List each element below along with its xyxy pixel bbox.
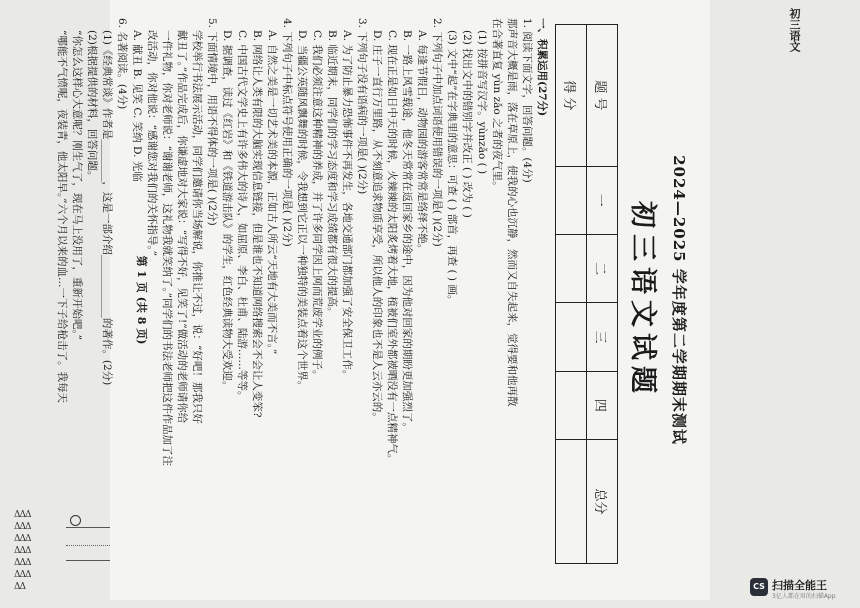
- question-line: A. 自然之美是一切艺术美的本源，正如古人所云“天地有大美而不言。”: [266, 30, 278, 355]
- question-line: 一件礼物，你对老师说：“谢谢老师，这礼物我就笑纳了。”同学们的书法老师把这件作品加了注: [161, 30, 173, 466]
- score-cell: [556, 440, 587, 564]
- section-heading: 一、积累运用(27分): [536, 18, 548, 117]
- score-header-cell: 二: [587, 234, 618, 302]
- score-header-cell: 三: [587, 303, 618, 371]
- triangle-marks: ΔΔΔ: [14, 558, 31, 568]
- score-header-cell: 一: [587, 166, 618, 234]
- score-cell: [556, 166, 587, 234]
- score-cell: [556, 371, 587, 439]
- question-line: C. 现在正是如日中天的时候，火辣辣的太阳炙烤着大地，植被们室外都被晒没有一点精神气。: [386, 30, 398, 465]
- question-line: 2. 下列句子中加点词语使用错误的一项是( )(2分): [431, 18, 443, 247]
- subject-edge-label: 初三语文: [788, 8, 801, 52]
- question-line: (2)根据提供的材料，回答问题。: [86, 30, 98, 182]
- score-header-cell: 四: [587, 371, 618, 439]
- question-line: B. 临近期末，同学们的学习态度和学习成绩都有很大的提高。: [326, 30, 338, 318]
- score-table: [555, 24, 618, 564]
- question-line: D. 庄子一直行万里路，从不刻意追求物质享受，所以他人的印象也不是人云亦云的。: [371, 30, 383, 423]
- question-line: C. 我们必须注意这种精神的养成，并了许多同学因上网而荒废学业的例子。: [311, 30, 323, 381]
- question-line: 6. 名著阅读。(4分): [116, 18, 128, 110]
- question-line: B. 一路上风雪载途，他冬天常常在返回家乡的途中，因为他对回家的期盼更加强烈了。: [401, 30, 413, 433]
- question-line: D. 据调查，读过《红岩》和《铁道游击队》的学生，红色经典读物大受欢迎。: [221, 30, 233, 392]
- question-line: (3) 文中“起”在字典里的意思：可查 ( ) 部首，再查 ( ) 画。: [446, 30, 458, 306]
- question-block: [54, 18, 549, 582]
- question-line: 5. 下面情境中，用语不得体的一项是( )(2分): [206, 18, 218, 226]
- question-line: (1) 按拼音写汉字。yùnzǎo ( ): [476, 30, 488, 175]
- watermark-tagline: 3亿人都在用的扫描App: [772, 593, 836, 600]
- triangle-marks: ΔΔΔ: [14, 570, 31, 580]
- question-line: D. 当疆公英随风飘舞的时候，令我想到它正以一种独特的美装点着这个世界。: [296, 30, 308, 392]
- question-line: (2) 找出文中的错别字并改正 ( ) 改为 ( ): [461, 30, 473, 218]
- question-line: C. 中国古代文学史上有许多伟大的诗人，如屈原、李白、杜甫、陆游……等等。: [236, 30, 248, 402]
- triangle-marks: ΔΔΔ: [14, 534, 31, 544]
- question-line: 在合著直复 yùn zǎo 之者的夜气里。: [491, 18, 503, 192]
- question-line: (1)《经典常谈》作者是________，这是一部介绍____________的著作。(2分): [101, 30, 113, 386]
- question-line: A. 为了防止暴力恐怖事件不再发生，各地交通部门都加强了安全保卫工作。: [341, 30, 353, 381]
- score-header-cell: 总分: [587, 440, 618, 564]
- question-line: “哪能不气愤呢，夜装青，他太阳早。”六个月以来的血…一下子给枪击了。我每天: [56, 30, 68, 403]
- triangle-marks: ΔΔΔ: [14, 546, 31, 556]
- exam-year-title: 2024—2025 学年度第二学期期末测试: [670, 155, 688, 445]
- exam-sheet: [56, 0, 710, 600]
- scanner-watermark: [750, 576, 850, 602]
- question-line: B. 网络让人类有限的大脑实现信息链接，但是谁也不知道网络搜索会不会让人变笨?: [251, 30, 263, 418]
- watermark-app-name: 扫描全能王: [772, 579, 827, 592]
- exam-main-title: 初三语文试题: [627, 201, 658, 399]
- triangle-marks: ΔΔ: [14, 582, 25, 592]
- question-line: A. 献丑 B. 见笑 C. 笑纳 D. 光临: [131, 30, 143, 182]
- question-line: “你怎么这样心大意呢？刚生气了，现在马上没用了，重新开始吧。”: [71, 30, 83, 340]
- score-header-cell: 题 号: [587, 25, 618, 167]
- score-cell: [556, 303, 587, 371]
- question-line: 学校举行书法展示活动，同学们邀请你当场解说，你推让不过，说：“好吧！那我只好: [191, 30, 203, 424]
- triangle-marks: ΔΔΔ: [14, 510, 31, 520]
- question-line: 献丑了。”作品完成后，你谦虚地对大家说：“写得不好，见笑了!”做活动的老师请你给: [176, 30, 188, 424]
- page-footer: 第 1 页 (共 8 页): [135, 255, 148, 345]
- question-line: 1. 阅读下面文字，回答问题。(4分): [521, 18, 533, 183]
- question-line: A. 每逢节假日，动物园的游客常常是络绎不绝。: [416, 30, 428, 255]
- triangle-marks: ΔΔΔ: [14, 522, 31, 532]
- question-line: 4. 下列句子中标点符号使用正确的一项是( )(2分): [281, 18, 293, 247]
- question-line: 那声音大概是雨，落在草原上，使我的心也沉静，然而又自失起来，觉得要和他再散: [506, 18, 518, 407]
- camscanner-logo-icon: CS: [750, 578, 768, 596]
- question-line: 改活动，你对他说：“感谢您对我们的关怀指导。”: [146, 30, 158, 256]
- question-line: 3. 下列句子没有语病的一项是( )(2分): [356, 18, 368, 195]
- score-label-cell: 得 分: [556, 25, 587, 167]
- score-cell: [556, 234, 587, 302]
